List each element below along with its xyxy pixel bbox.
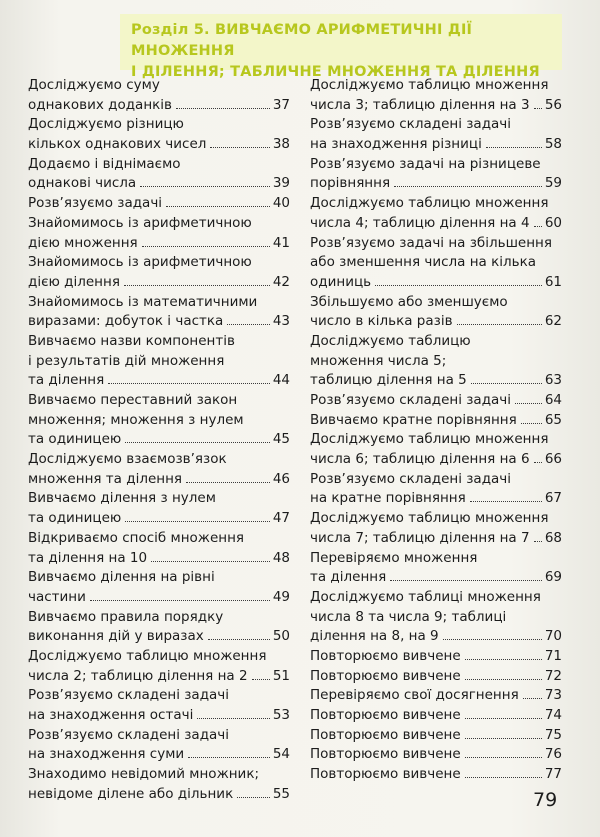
toc-page-number: 55 xyxy=(272,785,290,802)
toc-entry-text: порівняння xyxy=(310,175,391,192)
toc-page-number: 69 xyxy=(544,569,562,586)
toc-entry-line xyxy=(310,608,562,628)
toc-entry-line xyxy=(28,470,290,490)
dot-leader xyxy=(142,236,270,247)
toc-entry-text: Досліджуємо таблицю множення xyxy=(310,195,549,212)
toc-entry xyxy=(28,253,290,292)
toc-entry-line xyxy=(310,332,562,352)
toc-page-number: 47 xyxy=(272,510,290,527)
toc-entry xyxy=(28,332,290,391)
dot-leader xyxy=(470,491,542,502)
toc-entry-line xyxy=(28,667,290,687)
toc-entry-line xyxy=(28,155,290,175)
toc-page-number: 59 xyxy=(544,175,562,192)
dot-leader xyxy=(390,570,542,581)
dot-leader xyxy=(515,393,542,404)
toc-entry-line xyxy=(28,489,290,509)
toc-page-number: 46 xyxy=(272,470,290,487)
toc-entry-text: Повторюємо вивчене xyxy=(310,766,461,783)
toc-entry-text: Досліджуємо таблицю множення xyxy=(310,431,549,448)
toc-entry xyxy=(28,647,290,686)
toc-entry-line xyxy=(28,529,290,549)
toc-page-number: 41 xyxy=(272,234,290,251)
toc-entry xyxy=(310,155,562,194)
toc-entry xyxy=(28,568,290,607)
toc-entry-text: Повторюємо вивчене xyxy=(310,746,461,763)
toc-entry xyxy=(28,450,290,489)
toc-entry-line xyxy=(28,411,290,431)
toc-entry xyxy=(310,745,562,765)
toc-entry-text: Збільшуємо або зменшуємо xyxy=(310,293,508,310)
dot-leader xyxy=(523,688,542,699)
toc-entry-line xyxy=(310,352,562,372)
toc-entry-line xyxy=(28,76,290,96)
toc-entry-text: Розв’язуємо задачі xyxy=(28,195,163,212)
toc-entry-text: Досліджуємо таблицю xyxy=(310,332,471,349)
toc-entry xyxy=(310,332,562,391)
toc-page-number: 72 xyxy=(544,667,562,684)
toc-entry-text: і результатів дій множення xyxy=(28,352,225,369)
toc-entry-line xyxy=(310,706,562,726)
toc-entry-line xyxy=(310,214,562,234)
toc-entry-text: Повторюємо вивчене xyxy=(310,667,461,684)
toc-entry-line xyxy=(28,745,290,765)
toc-entry-line xyxy=(28,115,290,135)
toc-page-number: 45 xyxy=(272,431,290,448)
toc-entry-line xyxy=(310,391,562,411)
toc-entry-text: Вивчаємо ділення на рівні xyxy=(28,569,215,586)
toc-entry-line xyxy=(28,371,290,391)
toc-entry-text: Досліджуємо таблиці множення xyxy=(310,588,541,605)
toc-entry-line xyxy=(310,312,562,332)
toc-entry-text: таблицю ділення на 5 xyxy=(310,372,467,389)
toc-entry-line xyxy=(310,627,562,647)
toc-entry-text: Перевіряємо множення xyxy=(310,549,478,566)
toc-page-number: 43 xyxy=(272,313,290,330)
toc-entry-text: числа 4; таблицю ділення на 4 xyxy=(310,214,530,231)
toc-entry xyxy=(28,391,290,450)
toc-entry-text: Вивчаємо правила порядку xyxy=(28,608,224,625)
toc-entry-text: Вивчаємо переставний закон xyxy=(28,392,238,408)
toc-entry-text: ділення на 8, на 9 xyxy=(310,628,439,645)
toc-entry-text: виразами: добуток і частка xyxy=(28,313,224,330)
toc-page-number: 67 xyxy=(544,490,562,507)
toc-entry-text: Розв’язуємо складені задачі xyxy=(310,392,512,408)
toc-entry-text: Досліджуємо таблицю множення xyxy=(310,510,549,527)
toc-entry-text: числа 6; таблицю ділення на 6 xyxy=(310,451,530,468)
toc-left-column xyxy=(28,76,290,804)
toc-entry-text: Розв’язуємо задачі на різницеве xyxy=(310,155,541,172)
section-title-line-2: І ДІЛЕННЯ; ТАБЛИЧНЕ МНОЖЕННЯ ТА ДІЛЕННЯ xyxy=(131,64,540,80)
toc-entry-text: та ділення xyxy=(310,569,387,586)
toc-page-number: 61 xyxy=(544,273,562,290)
toc-entry xyxy=(310,686,562,706)
toc-entry xyxy=(28,489,290,528)
toc-entry xyxy=(310,391,562,411)
toc-entry-line xyxy=(28,726,290,746)
toc-entry xyxy=(310,115,562,154)
toc-entry-text: та ділення на 10 xyxy=(28,549,148,566)
toc-entry-line xyxy=(310,568,562,588)
dot-leader xyxy=(140,176,270,187)
dot-leader xyxy=(443,629,542,640)
toc-entry-text: дією множення xyxy=(28,234,138,251)
toc-page-number: 49 xyxy=(272,588,290,605)
toc-entry-line xyxy=(310,745,562,765)
toc-entry xyxy=(310,430,562,469)
dot-leader xyxy=(457,314,542,325)
dot-leader xyxy=(197,708,269,719)
toc-entry-line xyxy=(28,312,290,332)
toc-entry-line xyxy=(310,509,562,529)
toc-entry-text: Знаходимо невідомий множник; xyxy=(28,766,260,783)
toc-entry-line xyxy=(310,76,562,96)
dot-leader xyxy=(465,669,542,680)
toc-entry-text: множення; множення з нулем xyxy=(28,411,244,428)
toc-entry-text: Розв’язуємо складені задачі xyxy=(310,116,512,133)
toc-entry-line xyxy=(310,194,562,214)
toc-entry-line xyxy=(28,509,290,529)
toc-page-number: 50 xyxy=(272,628,290,645)
toc-entry-text: Повторюємо вивчене xyxy=(310,707,461,723)
toc-entry-text: одиниць xyxy=(310,273,372,290)
toc-entry-text: кількох однакових чисел xyxy=(28,136,207,153)
toc-page-number: 63 xyxy=(544,372,562,389)
toc-entry xyxy=(310,411,562,431)
toc-page-number: 38 xyxy=(272,136,290,153)
toc-entry xyxy=(28,115,290,154)
section-title xyxy=(131,20,556,83)
toc-page-number: 70 xyxy=(544,628,562,645)
dot-leader xyxy=(486,137,542,148)
toc-page-number: 76 xyxy=(544,746,562,763)
toc-page-number: 44 xyxy=(272,372,290,389)
dot-leader xyxy=(210,137,269,148)
toc-entry-line xyxy=(28,293,290,313)
dot-leader xyxy=(465,649,542,660)
toc-entry xyxy=(28,686,290,725)
dot-leader xyxy=(375,275,542,286)
section-title-line-1: Розділ 5. ВИВЧАЄМО АРИФМЕТИЧНІ ДІЇ МНОЖЕННЯ xyxy=(131,22,473,59)
toc-entry-line xyxy=(28,430,290,450)
toc-entry-text: Досліджуємо взаємозв’язок xyxy=(28,451,227,468)
toc-entry-line xyxy=(28,234,290,254)
dot-leader xyxy=(227,314,270,325)
toc-entry-line xyxy=(28,549,290,569)
toc-entry-line xyxy=(28,647,290,667)
toc-page-number: 42 xyxy=(272,273,290,290)
toc-entry xyxy=(310,293,562,332)
toc-entry-line xyxy=(310,726,562,746)
dot-leader xyxy=(108,373,270,384)
toc-entry-text: на кратне порівняння xyxy=(310,490,466,507)
toc-page-number: 62 xyxy=(544,313,562,330)
toc-entry-line xyxy=(28,332,290,352)
toc-entry-text: невідоме ділене або дільник xyxy=(28,785,234,802)
toc-entry xyxy=(28,76,290,115)
toc-entry-text: частини xyxy=(28,588,86,605)
toc-entry-text: Вивчаємо назви компонентів xyxy=(28,332,235,349)
toc-page-number: 60 xyxy=(544,214,562,231)
dot-leader xyxy=(176,98,270,109)
dot-leader xyxy=(534,216,542,227)
toc-entry-text: на знаходження різниці xyxy=(310,136,482,153)
dot-leader xyxy=(186,472,270,483)
toc-entry-text: Знайомимось із арифметичною xyxy=(28,214,252,231)
toc-entry-text: та одиницею xyxy=(28,510,122,527)
toc-entry-line xyxy=(28,352,290,372)
toc-entry-text: числа 7; таблицю ділення на 7 xyxy=(310,529,530,546)
toc-page-number: 66 xyxy=(544,451,562,468)
toc-entry-line xyxy=(310,549,562,569)
dot-leader xyxy=(125,511,270,522)
toc-entry-line xyxy=(28,253,290,273)
toc-entry xyxy=(28,293,290,332)
toc-entry-line xyxy=(28,608,290,628)
toc-entry xyxy=(310,194,562,233)
dot-leader xyxy=(521,413,542,424)
toc-entry-line xyxy=(28,706,290,726)
toc-entry-text: числа 8 та числа 9; таблиці xyxy=(310,608,507,625)
toc-entry xyxy=(28,194,290,214)
toc-page-number: 56 xyxy=(544,96,562,113)
toc-page-number: 73 xyxy=(544,687,562,704)
dot-leader xyxy=(252,669,270,680)
toc-entry-line xyxy=(28,765,290,785)
page-number: 79 xyxy=(533,789,558,811)
toc-entry-line xyxy=(28,391,290,411)
toc-entry-line xyxy=(310,529,562,549)
toc-entry-text: Розв’язуємо складені задачі xyxy=(310,470,512,487)
toc-entry-text: Повторюємо вивчене xyxy=(310,726,461,743)
toc-entry-text: Розв’язуємо складені задачі xyxy=(28,726,230,743)
toc-entry xyxy=(310,765,562,785)
toc-page-number: 64 xyxy=(544,392,562,408)
dot-leader xyxy=(188,747,270,758)
toc-entry-line xyxy=(28,686,290,706)
toc-entry-line xyxy=(310,135,562,155)
toc-entry-text: на знаходження остачі xyxy=(28,707,194,723)
toc-right-column xyxy=(310,76,562,785)
toc-entry-line xyxy=(310,273,562,293)
toc-entry-text: множення числа 5; xyxy=(310,352,447,369)
toc-entry-text: числа 2; таблицю ділення на 2 xyxy=(28,667,248,684)
toc-entry-line xyxy=(28,588,290,608)
dot-leader xyxy=(90,590,270,601)
toc-entry-text: множення та ділення xyxy=(28,470,183,487)
toc-page-number: 40 xyxy=(272,195,290,212)
toc-entry xyxy=(310,647,562,667)
toc-entry xyxy=(310,549,562,588)
toc-entry xyxy=(28,155,290,194)
toc-page-number: 58 xyxy=(544,136,562,153)
toc-entry-line xyxy=(28,214,290,234)
toc-entry-line xyxy=(310,470,562,490)
toc-entry-text: Повторюємо вивчене xyxy=(310,647,461,664)
dot-leader xyxy=(237,787,270,798)
dot-leader xyxy=(465,767,542,778)
toc-entry-line xyxy=(310,450,562,470)
toc-entry-text: число в кілька разів xyxy=(310,313,453,330)
toc-entry-text: або зменшення числа на кілька xyxy=(310,254,537,271)
dot-leader xyxy=(124,275,270,286)
toc-entry-line xyxy=(310,686,562,706)
toc-page-number: 77 xyxy=(544,766,562,783)
dot-leader xyxy=(166,196,270,207)
toc-entry-line xyxy=(28,194,290,214)
toc-entry-line xyxy=(310,234,562,254)
dot-leader xyxy=(151,551,270,562)
toc-entry xyxy=(310,470,562,509)
toc-entry-text: Досліджуємо таблицю множення xyxy=(310,77,549,93)
toc-entry-line xyxy=(310,174,562,194)
toc-page-number: 71 xyxy=(544,647,562,664)
dot-leader xyxy=(534,452,542,463)
toc-entry-text: Досліджуємо різницю xyxy=(28,116,184,133)
dot-leader xyxy=(465,708,542,719)
toc-entry-line xyxy=(310,647,562,667)
toc-entry-line xyxy=(310,667,562,687)
toc-entry xyxy=(28,529,290,568)
toc-entry-line xyxy=(28,273,290,293)
toc-entry xyxy=(310,706,562,726)
toc-entry-text: числа 3; таблицю ділення на 3 xyxy=(310,96,530,113)
toc-entry-line xyxy=(310,155,562,175)
toc-entry xyxy=(28,608,290,647)
toc-entry xyxy=(310,726,562,746)
toc-entry-line xyxy=(310,765,562,785)
toc-page-number: 74 xyxy=(544,707,562,723)
toc-entry-text: Знайомимось із арифметичною xyxy=(28,254,252,271)
toc-entry-line xyxy=(310,96,562,116)
toc-entry-line xyxy=(28,96,290,116)
toc-entry-text: та одиницею xyxy=(28,431,122,448)
toc-entry-text: Розв’язуємо задачі на збільшення xyxy=(310,234,552,251)
dot-leader xyxy=(125,432,270,443)
toc-entry xyxy=(310,588,562,647)
toc-entry-line xyxy=(310,588,562,608)
toc-entry xyxy=(310,509,562,548)
toc-page-number: 53 xyxy=(272,707,290,723)
toc-page-number: 48 xyxy=(272,549,290,566)
toc-entry-text: Досліджуємо таблицю множення xyxy=(28,647,267,664)
dot-leader xyxy=(465,747,542,758)
toc-entry-text: Знайомимось із математичними xyxy=(28,293,258,310)
toc-entry-line xyxy=(310,430,562,450)
toc-entry xyxy=(28,214,290,253)
toc-page-number: 54 xyxy=(272,746,290,763)
toc-entry-text: однакові числа xyxy=(28,175,137,192)
toc-page-number: 68 xyxy=(544,529,562,546)
toc-entry-line xyxy=(28,785,290,805)
toc-entry-text: Розв’язуємо складені задачі xyxy=(28,687,230,704)
toc-entry-line xyxy=(310,371,562,391)
toc-entry-line xyxy=(310,293,562,313)
dot-leader xyxy=(394,176,542,187)
dot-leader xyxy=(534,98,542,109)
toc-entry-line xyxy=(310,253,562,273)
toc-entry-text: Відкриваємо спосіб множення xyxy=(28,529,245,546)
toc-entry-text: однакових доданків xyxy=(28,96,173,113)
toc-entry xyxy=(28,726,290,765)
toc-page-number: 65 xyxy=(544,411,562,428)
toc-entry-line xyxy=(28,450,290,470)
toc-page-number: 51 xyxy=(272,667,290,684)
toc-entry xyxy=(28,765,290,804)
toc-page-number: 37 xyxy=(272,96,290,113)
dot-leader xyxy=(465,728,542,739)
toc-entry-line xyxy=(310,115,562,135)
toc-entry-line xyxy=(28,568,290,588)
toc-page-number: 39 xyxy=(272,175,290,192)
toc-entry-text: дією ділення xyxy=(28,273,120,290)
toc-entry xyxy=(310,234,562,293)
toc-entry-text: Додаємо і віднімаємо xyxy=(28,155,181,172)
toc-entry-text: виконання дій у виразах xyxy=(28,628,204,645)
toc-entry xyxy=(310,667,562,687)
toc-entry-text: Перевіряємо свої досягнення xyxy=(310,687,519,704)
toc-entry-text: Вивчаємо кратне порівняння xyxy=(310,411,517,428)
toc-entry xyxy=(310,76,562,115)
dot-leader xyxy=(208,629,270,640)
toc-entry-line xyxy=(28,627,290,647)
toc-entry-line xyxy=(28,174,290,194)
toc-entry-text: Вивчаємо ділення з нулем xyxy=(28,490,216,507)
toc-entry-line xyxy=(310,411,562,431)
toc-entry-line xyxy=(310,489,562,509)
toc-page-number: 75 xyxy=(544,726,562,743)
toc-entry-text: на знаходження суми xyxy=(28,746,185,763)
toc-entry-text: Досліджуємо суму xyxy=(28,77,160,93)
toc-entry-text: та ділення xyxy=(28,372,105,389)
dot-leader xyxy=(471,373,542,384)
toc-entry-line xyxy=(28,135,290,155)
dot-leader xyxy=(534,531,542,542)
